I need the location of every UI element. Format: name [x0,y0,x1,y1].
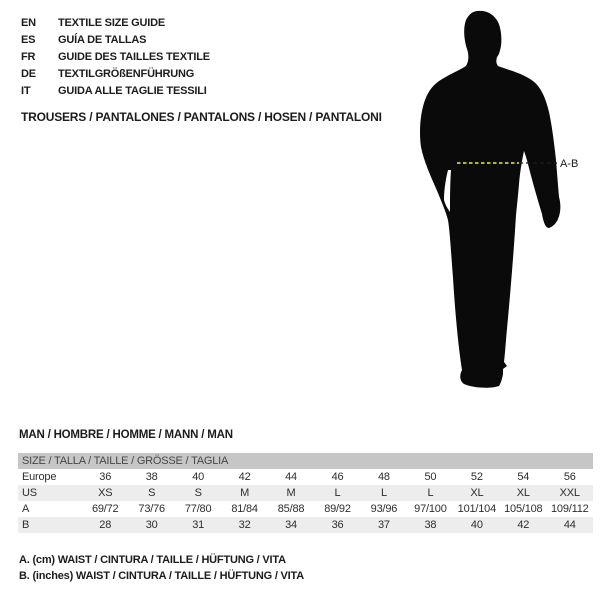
language-row-it [21,83,210,100]
measure-label: A-B [560,158,579,170]
man-silhouette-icon [420,11,560,388]
language-list [21,15,210,100]
size-cell: 109/112 [550,503,589,515]
row-label: US [22,487,37,499]
size-cell: XXL [559,487,580,499]
language-code: DE [21,68,36,80]
language-code: ES [21,34,36,46]
size-cell: L [334,487,341,499]
size-cell: 40 [192,471,205,483]
language-label: TEXTILE SIZE GUIDE [58,17,166,29]
size-cell: 44 [285,471,297,483]
size-cell: 30 [145,519,158,531]
size-cell: 52 [470,471,483,483]
size-cell: 32 [238,519,251,531]
size-cell: 36 [99,471,112,483]
size-cell: 101/104 [457,503,497,515]
size-cell: 37 [378,519,390,531]
size-cell: M [240,487,250,499]
footnote-b: B. (inches) WAIST / CINTURA / TAILLE / HÜFTUNG / VITA [19,570,304,582]
size-cell: 31 [192,519,205,531]
size-cell: 42 [238,471,251,483]
language-label: GUÍA DE TALLAS [58,34,147,46]
table-row-b-inches [18,517,593,533]
row-label: B [22,519,30,531]
size-cell: M [286,487,296,499]
size-cell: 38 [424,519,437,531]
size-cell: 36 [331,519,344,531]
size-cell: 56 [563,471,576,483]
size-table-header: SIZE / TALLA / TAILLE / GRÖSSE / TAGLIA [18,453,593,469]
language-code: FR [21,51,36,63]
language-row-en [21,15,210,32]
section-title: MAN / HOMBRE / HOMME / MANN / MAN [19,429,233,441]
size-cell: XL [470,487,484,499]
table-row-a-cm [18,501,593,517]
table-row-us [18,485,593,501]
size-cell: 28 [99,519,112,531]
size-cell: 46 [331,471,344,483]
table-row-europe [18,469,593,485]
size-cell: 44 [563,519,576,531]
size-cell: 40 [470,519,483,531]
size-cell: 69/72 [91,503,119,515]
language-label: GUIDE DES TAILLES TEXTILE [58,51,210,63]
size-cell: 54 [517,471,530,483]
language-code: IT [21,85,31,97]
footnote-a: A. (cm) WAIST / CINTURA / TAILLE / HÜFTUNG / VITA [19,554,286,566]
language-label: GUIDA ALLE TAGLIE TESSILI [58,85,207,97]
size-cell: 81/84 [231,503,258,515]
row-label: A [22,503,30,515]
size-cell: 97/100 [414,503,447,515]
size-table [18,453,593,533]
garment-title: TROUSERS / PANTALONES / PANTALONS / HOSEN / PANTALONI [21,110,382,124]
language-row-fr [21,49,210,66]
size-cell: 93/96 [370,503,398,515]
size-cell: L [380,487,387,499]
footnotes [19,552,304,584]
size-cell: 77/80 [184,503,212,515]
language-code: EN [21,17,36,29]
size-cell: S [194,487,202,499]
language-label: TEXTILGRÖßENFÜHRUNG [58,68,195,80]
size-cell: 48 [378,471,390,483]
size-cell: L [427,487,434,499]
size-cell: 38 [145,471,158,483]
language-row-es [21,32,210,49]
size-cell: 42 [517,519,530,531]
size-cell: 50 [424,471,437,483]
language-row-de [21,66,210,83]
size-cell: 85/88 [277,503,305,515]
size-cell: S [148,487,156,499]
row-label: Europe [22,471,57,483]
man-figure [410,0,600,400]
size-cell: 73/76 [138,503,165,515]
size-cell: 105/108 [504,503,543,515]
size-cell: XS [98,487,113,499]
size-cell: 34 [285,519,297,531]
size-cell: 89/92 [324,503,351,515]
size-cell: XL [516,487,530,499]
